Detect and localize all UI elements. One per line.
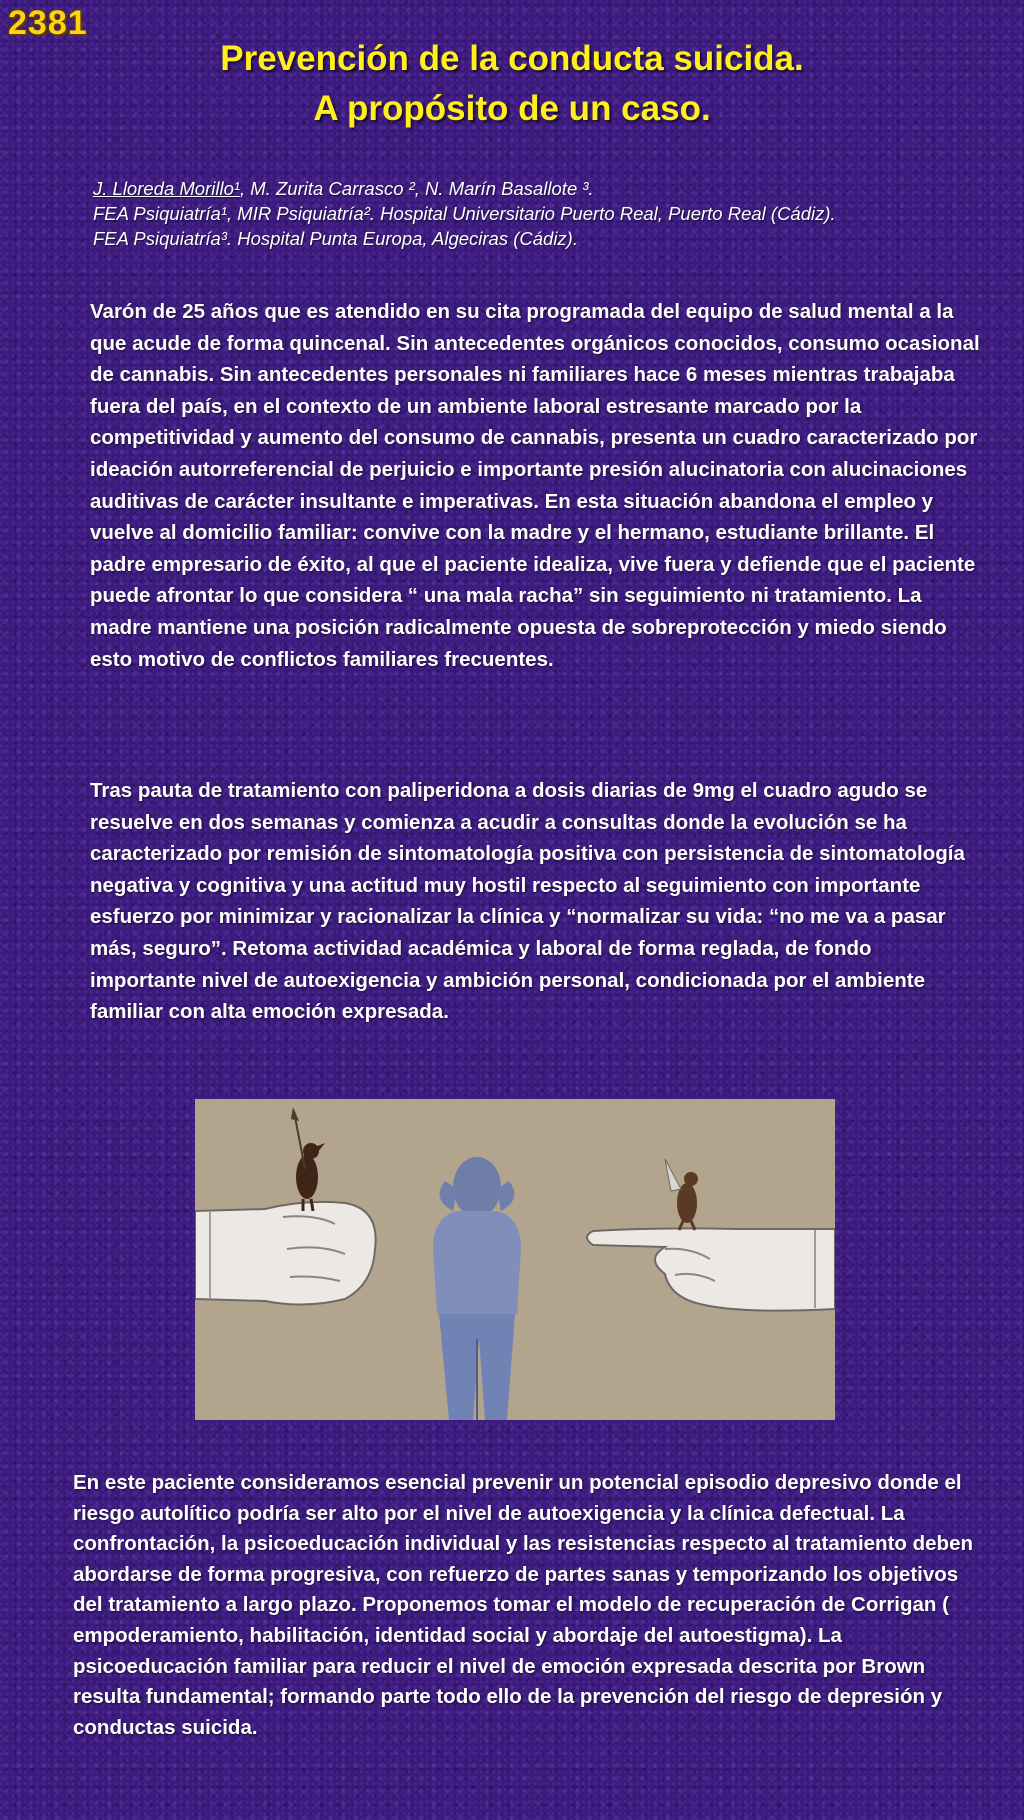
conclusion-paragraph: En este paciente consideramos esencial prevenir un potencial episodio depresivo donde el riesgo autolítico podría ser alto por el nivel de autoexigencia y la clínica defectual. La confrontación, la psicoeducación individual y las resistencias respecto al tratamiento deben abordarse de forma progresiva, con refuerzo de partes sanas y temporizando los objetivos del tratamiento a largo plazo. Proponemos tomar el modelo de recuperación de Corrigan ( empoderamiento, habilitación, identidad social y abordaje del autoestigma). La psicoeducación familiar para reducir el nivel de emoción expresada descrita por Brown resulta fundamental; formando parte todo ello de la prevención del riesgo de depresión y conductas suicida.	[73, 1471, 973, 1739]
case-description-paragraph: Varón de 25 años que es atendido en su cita programada del equipo de salud mental a la que acude de forma quincenal. Sin antecedentes orgánicos conocidos, consumo ocasional de cannabis. Sin antecedentes personales ni familiares hace 6 meses mientras trabajaba fuera del país, en el contexto de un ambiente laboral estresante marcado por la competitividad y aumento del consumo de cannabis, presenta un cuadro caracterizado por ideación autorreferencial de perjuicio e importante presión alucinatoria con alucinaciones auditivas de carácter insultante e imperativas. En esta situación abandona el empleo y vuelve al domicilio familiar: convive con la madre y el hermano, estudiante brillante. El padre empresario de éxito, al que el paciente idealiza, vive fuera y defiende que el paciente puede afrontar lo que considera “ una mala racha” sin seguimiento ni tratamiento. La madre mantiene una posición radicalmente opuesta de sobreprotección y miedo siendo esto motivo de conflictos familiares frecuentes.	[90, 300, 980, 671]
author-names	[93, 176, 993, 201]
other-authors: , M. Zurita Carrasco ², N. Marín Basallote ³.	[240, 178, 594, 199]
affiliation-2: FEA Psiquiatría³. Hospital Punta Europa, Algeciras (Cádiz).	[93, 228, 578, 249]
poster-number: 2381	[8, 4, 88, 42]
man-covering-ears-illustration	[433, 1157, 521, 1420]
affiliation-1: FEA Psiquiatría¹, MIR Psiquiatría². Hospital Universitario Puerto Real, Puerto Real (Cádiz).	[93, 203, 836, 224]
title-line-2: A propósito de un caso.	[313, 89, 711, 128]
first-author: J. Lloreda Morillo¹	[93, 178, 241, 199]
left-pointing-hand-illustration	[195, 1202, 376, 1305]
title-line-1: Prevención de la conducta suicida.	[220, 39, 804, 78]
treatment-paragraph: Tras pauta de tratamiento con paliperidona a dosis diarias de 9mg el cuadro agudo se resuelve en dos semanas y comienza a acudir a consultas donde la evolución se ha caracterizado por remisión de sintomatología positiva con persistencia de sintomatología negativa y cognitiva y una actitud muy hostil respecto al seguimiento con importante esfuerzo por minimizar y racionalizar la clínica y “normalizar su vida: “no me va a pasar más, seguro”. Retoma actividad académica y laboral de forma reglada, de fondo importante nivel de autoexigencia y ambición personal, condicionada por el ambiente familiar con alta emoción expresada.	[90, 779, 965, 1024]
authors-block	[93, 176, 993, 251]
poster-title	[0, 34, 1024, 134]
case-illustration	[195, 1099, 835, 1420]
